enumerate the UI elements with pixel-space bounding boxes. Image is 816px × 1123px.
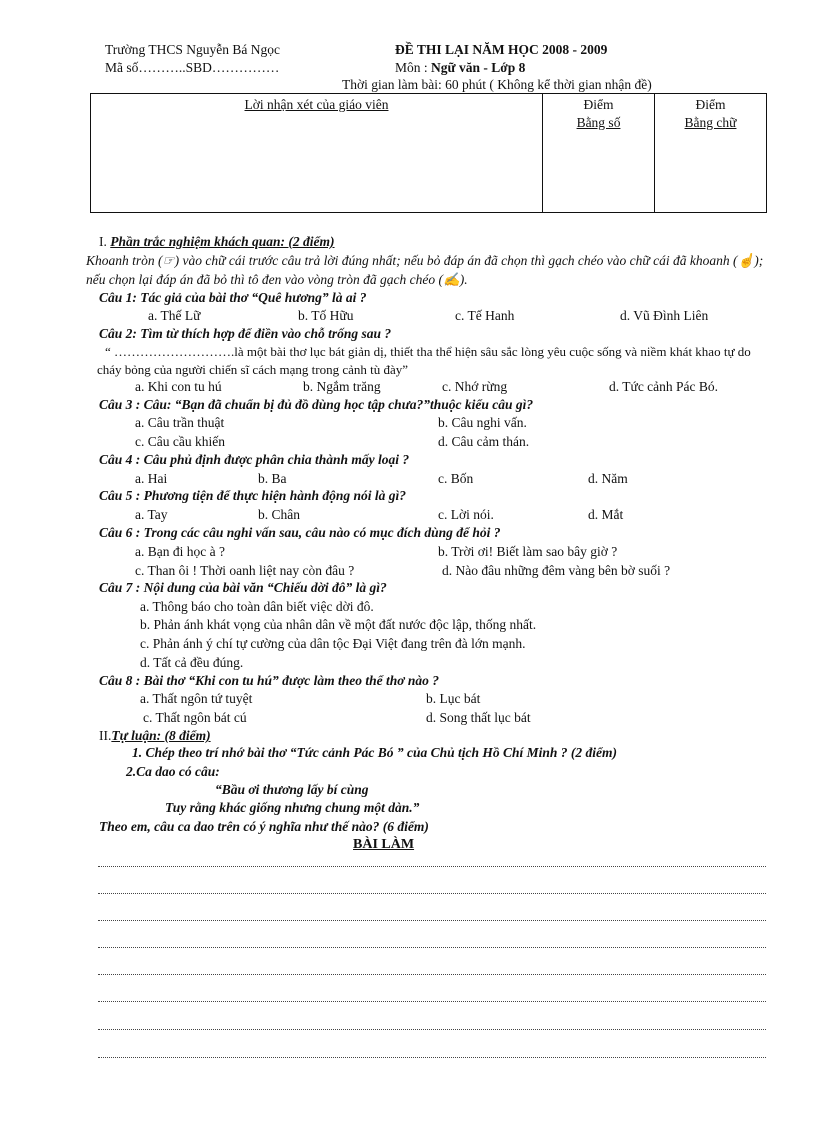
q1-option-c[interactable]: c. Tế Hanh [455, 308, 515, 323]
q4-option-c[interactable]: c. Bốn [438, 471, 474, 486]
q1-option-d[interactable]: d. Vũ Đình Liên [620, 308, 709, 323]
essay-item-2-label: 2.Ca dao có câu: [126, 764, 220, 779]
answer-line-3[interactable] [98, 920, 766, 921]
question-3: Câu 3 : Câu: “Bạn đã chuẩn bị đủ đồ dùng học tập chưa?”thuộc kiểu câu gì? [99, 397, 534, 412]
q4-option-b[interactable]: b. Ba [258, 471, 287, 486]
score-word-cell [655, 94, 767, 213]
subject-prefix: Môn : [395, 60, 428, 75]
candidate-code-line: Mã số………..SBD…………… [105, 60, 280, 75]
q5-option-b[interactable]: b. Chân [258, 507, 300, 522]
q8-option-a[interactable]: a. Thất ngôn tứ tuyệt [140, 691, 253, 706]
q4-option-a[interactable]: a. Hai [135, 471, 168, 486]
question-7: Câu 7 : Nội dung của bài văn “Chiếu dời đô” là gì? [99, 580, 387, 595]
answer-line-7[interactable] [98, 1029, 766, 1030]
question-4: Câu 4 : Câu phủ định được phân chia thành mấy loại ? [99, 452, 410, 467]
answer-line-2[interactable] [98, 893, 766, 894]
score-number-title: Điểm [583, 97, 614, 112]
question-1: Câu 1: Tác giả của bài thơ “Quê hương” là ai ? [99, 290, 367, 305]
answer-line-5[interactable] [98, 974, 766, 975]
q2-option-a[interactable]: a. Khi con tu hú [135, 379, 222, 394]
q5-option-c[interactable]: c. Lời nói. [438, 507, 494, 522]
q7-option-a[interactable]: a. Thông báo cho toàn dân biết việc dời đô. [140, 599, 374, 614]
answer-line-8[interactable] [98, 1057, 766, 1058]
time-note: Thời gian làm bài: 60 phút ( Không kể thời gian nhận đề) [342, 77, 652, 92]
part2-title: Tự luận: (8 điểm) [111, 728, 211, 743]
exam-title: ĐỀ THI LẠI NĂM HỌC 2008 - 2009 [395, 42, 608, 57]
q5-option-a[interactable]: a. Tay [135, 507, 168, 522]
subject-name: Ngữ văn - Lớp 8 [431, 60, 526, 75]
poem-line-1: “Bầu ơi thương lấy bí cùng [215, 782, 369, 797]
q3-option-a[interactable]: a. Câu trần thuật [135, 415, 225, 430]
q2-option-c[interactable]: c. Nhớ rừng [442, 379, 508, 394]
q7-option-b[interactable]: b. Phản ánh khát vọng của nhân dân về một đất nước độc lập, thống nhất. [140, 617, 537, 632]
question-6: Câu 6 : Trong các câu nghi vấn sau, câu nào có mục đích dùng để hỏi ? [99, 525, 501, 540]
q6-option-c[interactable]: c. Than ôi ! Thời oanh liệt nay còn đâu ? [135, 563, 355, 578]
part1-numeral: I. [99, 234, 107, 249]
q3-option-b[interactable]: b. Câu nghi vấn. [438, 415, 527, 430]
answer-line-4[interactable] [98, 947, 766, 948]
teacher-comment-header: Lời nhận xét của giáo viên [244, 97, 389, 112]
q2-quote: “ ……………………….là một bài thơ lục bát giản dị, thiết tha thể hiện sâu sắc lòng yêu cuộc sống và niềm khát khao tự do cháy bỏng của người chiến sĩ cách mạng trong cảnh tù đày” [97, 344, 751, 377]
q3-option-d[interactable]: d. Câu cảm thán. [438, 434, 530, 449]
subject-line [395, 60, 525, 76]
answer-line-6[interactable] [98, 1001, 766, 1002]
essay-item-2-question: Theo em, câu ca dao trên có ý nghĩa như thế nào? (6 điểm) [99, 819, 429, 834]
q1-option-b[interactable]: b. Tố Hữu [298, 308, 354, 323]
q6-option-b[interactable]: b. Trời ơi! Biết làm sao bây giờ ? [438, 544, 618, 559]
q6-option-d[interactable]: d. Nào đâu những đêm vàng bên bờ suối ? [442, 563, 671, 578]
question-2: Câu 2: Tìm từ thích hợp để điền vào chỗ trống sau ? [99, 326, 392, 341]
school-name: Trường THCS Nguyễn Bá Ngọc [105, 42, 280, 57]
q8-option-c[interactable]: c. Thất ngôn bát cú [143, 710, 247, 725]
q7-option-d[interactable]: d. Tất cả đều đúng. [140, 655, 244, 670]
q2-option-b[interactable]: b. Ngắm trăng [303, 379, 381, 394]
answer-section-title: BÀI LÀM [353, 837, 415, 852]
answer-line-1[interactable] [98, 866, 766, 867]
q4-option-d[interactable]: d. Năm [588, 471, 628, 486]
q3-option-c[interactable]: c. Câu cầu khiến [135, 434, 225, 449]
q2-option-d[interactable]: d. Tức cảnh Pác Bó. [609, 379, 719, 394]
grade-table [90, 93, 767, 213]
poem-line-2: Tuy rằng khác giống nhưng chung một dàn.” [165, 800, 420, 815]
q5-option-d[interactable]: d. Mắt [588, 507, 624, 522]
essay-item-1: 1. Chép theo trí nhớ bài thơ “Tức cảnh Pác Bó ” của Chủ tịch Hồ Chí Minh ? (2 điểm) [132, 745, 618, 760]
score-number-sub: Bằng số [576, 115, 621, 130]
q7-option-c[interactable]: c. Phản ánh ý chí tự cường của dân tộc Đại Việt đang trên đà lớn mạnh. [140, 636, 526, 651]
part1-title: Phần trắc nghiệm khách quan: (2 điểm) [110, 234, 335, 249]
part1-heading [99, 234, 335, 250]
score-number-cell [543, 94, 655, 213]
part2-numeral: II. [99, 728, 112, 743]
question-8: Câu 8 : Bài thơ “Khi con tu hú” được làm theo thể thơ nào ? [99, 673, 440, 688]
score-word-sub: Bằng chữ [684, 115, 737, 130]
score-word-title: Điểm [695, 97, 726, 112]
q8-option-d[interactable]: d. Song thất lục bát [426, 710, 531, 725]
q8-option-b[interactable]: b. Lục bát [426, 691, 481, 706]
question-5: Câu 5 : Phương tiện để thực hiện hành động nói là gì? [99, 488, 406, 503]
part2-heading [99, 728, 211, 744]
part1-instruction: Khoanh tròn (☞) vào chữ cái trước câu trả lời đúng nhất; nếu bỏ đáp án đã chọn thì gạch chéo vào chữ cái đã khoanh (☝); nếu chọn lại đáp án đã bỏ thì tô đen vào vòng tròn đã gạch chéo (✍). [86, 253, 764, 287]
q1-option-a[interactable]: a. Thế Lữ [148, 308, 201, 323]
q6-option-a[interactable]: a. Bạn đi học à ? [135, 544, 225, 559]
teacher-comment-cell [91, 94, 543, 213]
